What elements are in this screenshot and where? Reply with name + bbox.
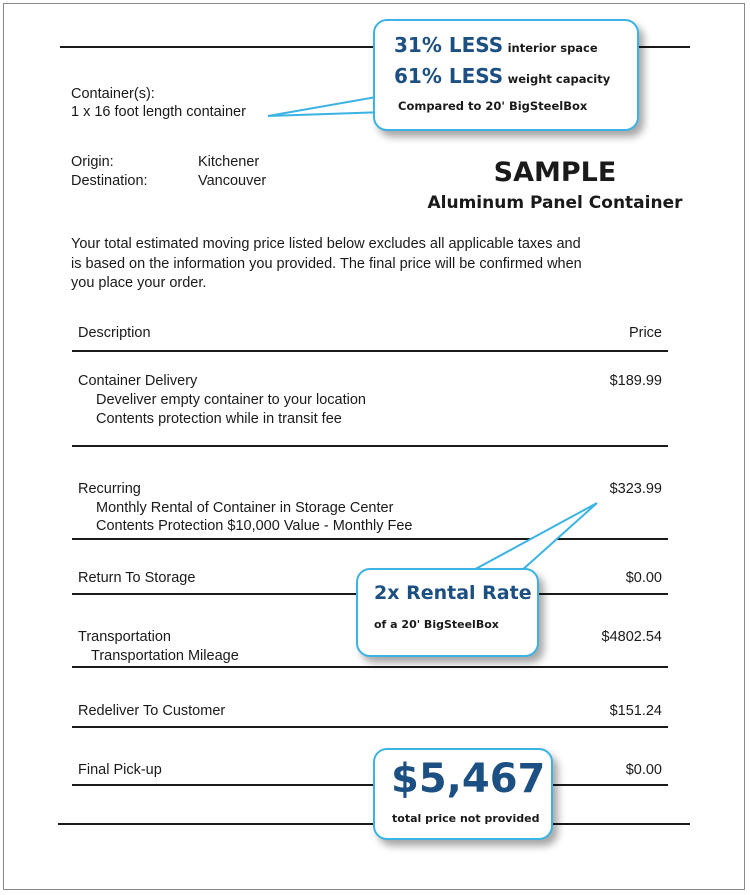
row-price: $0.00 xyxy=(625,570,662,586)
interior-less-label: interior space xyxy=(507,41,598,55)
rental-rate-figure: 2x Rental Rate xyxy=(374,582,532,604)
container-label: Container(s): xyxy=(71,86,155,102)
row-subline: Monthly Rental of Container in Storage Center xyxy=(96,500,394,516)
destination-label: Destination: xyxy=(71,173,148,189)
top-callout-pointer xyxy=(268,96,384,116)
intro-line-1: Your total estimated moving price listed below excludes all applicable taxes and xyxy=(71,236,581,252)
row-title: Final Pick-up xyxy=(78,762,162,778)
total-price-figure: $5,467 xyxy=(391,756,546,802)
origin-label: Origin: xyxy=(71,154,114,170)
row-price: $151.24 xyxy=(609,703,662,719)
rental-rate-note: of a 20' BigSteelBox xyxy=(374,618,499,631)
row-title: Recurring xyxy=(78,481,141,497)
capacity-callout xyxy=(373,19,639,131)
row-subline: Contents Protection $10,000 Value - Monthly Fee xyxy=(96,518,413,534)
sample-title: SAMPLE xyxy=(493,157,617,188)
table-header-description: Description xyxy=(78,325,151,341)
total-price-callout xyxy=(373,748,553,840)
row-price: $4802.54 xyxy=(601,629,662,645)
row-title: Transportation xyxy=(78,629,171,645)
weight-less-label: weight capacity xyxy=(507,72,611,86)
row-title: Container Delivery xyxy=(78,373,198,389)
row-price: $323.99 xyxy=(609,481,662,497)
origin-value: Kitchener xyxy=(198,154,260,170)
row-title: Return To Storage xyxy=(78,570,196,586)
intro-line-3: you place your order. xyxy=(71,275,207,291)
rental-rate-callout xyxy=(356,568,539,657)
container-value: 1 x 16 foot length container xyxy=(71,104,246,120)
destination-value: Vancouver xyxy=(198,173,267,189)
row-price: $0.00 xyxy=(625,762,662,778)
comparison-note: Compared to 20' BigSteelBox xyxy=(398,99,588,113)
row-subline: Contents protection while in transit fee xyxy=(96,411,342,427)
sample-subtitle: Aluminum Panel Container xyxy=(427,193,683,213)
total-price-note: total price not provided xyxy=(392,812,540,825)
row-subline: Develiver empty container to your location xyxy=(96,392,366,408)
row-subline: Transportation Mileage xyxy=(91,648,239,664)
intro-line-2: is based on the information you provided. The final price will be confirmed when xyxy=(71,256,582,272)
table-header-price: Price xyxy=(628,325,662,341)
weight-less-figure: 61% LESS xyxy=(394,64,504,88)
rental-callout-pointer xyxy=(470,503,597,572)
interior-less-figure: 31% LESS xyxy=(394,33,504,57)
row-price: $189.99 xyxy=(609,373,662,389)
row-title: Redeliver To Customer xyxy=(78,703,226,719)
